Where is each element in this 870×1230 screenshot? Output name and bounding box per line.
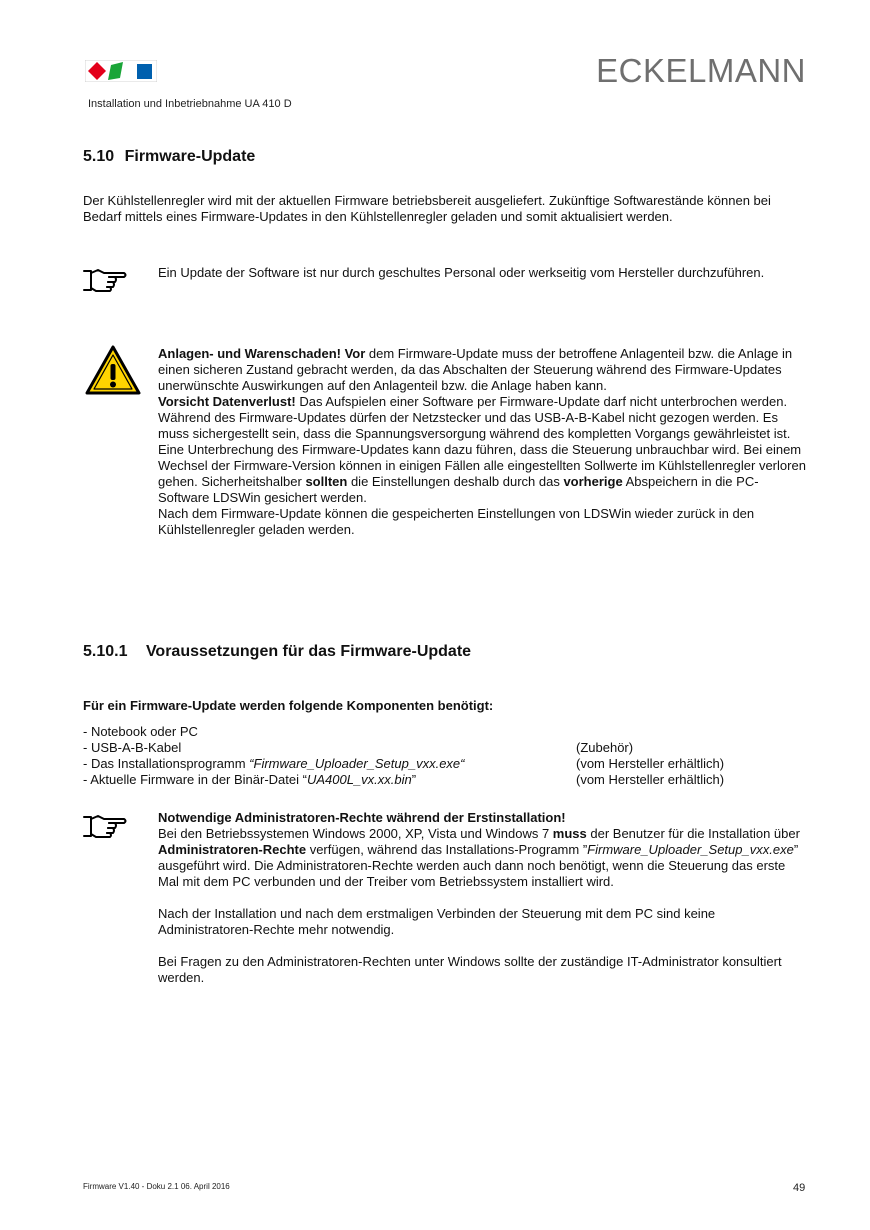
warning-bold-1: Anlagen- und Warenschaden! Vor [158, 346, 366, 361]
note-text: verfügen, während das Installations-Programm ” [306, 842, 588, 857]
warning-paragraph-1 [158, 346, 808, 394]
note-update-personnel: Ein Update der Software ist nur durch geschultes Personal oder werkseitig vom Hersteller durchzuführen. [158, 265, 765, 280]
warning-text-2a: Das Aufspielen einer Software per Firmware-Update darf nicht unterbrochen werden. Während des Firmware-Updates dürfen der Netzstecker und das USB-A-B-Kabel nicht gezogen werden. Es muss sichergestellt sein, dass die Spannungsversorgung während des kompletten Vorgangs gewährleistet ist. Eine Unterbrechung des Firmware-Updates kann dazu führen, dass die Steuerung unbrauchbar wird. Bei einem Wechsel der Firmware-Version können in einigen Fällen alle eingestellten Sollwerte im Kühlstellenregler verloren gehen. Sicherheitshalber [158, 394, 806, 489]
item-text: - Notebook oder PC [83, 724, 198, 739]
admin-note-title: Notwendige Administratoren-Rechte während der Erstinstallation! [158, 810, 566, 825]
section-heading [83, 148, 255, 166]
admin-note-paragraph-2: Nach der Installation und nach dem erstmaligen Verbinden der Steuerung mit dem PC sind keine Administratoren-Rechte mehr notwendig. [158, 906, 716, 937]
blue-square-icon [137, 64, 152, 79]
pointing-hand-icon [82, 266, 128, 294]
note-text: ” ausgeführt wird. Die Administratoren-Rechte werden auch dann noch benötigt, wenn die Steuerung das erste Mal mit dem PC verbunden und der Treiber vom Betriebssystem installiert wird. [158, 842, 799, 889]
note-text: der Benutzer für die Installation über [586, 826, 800, 841]
green-square-icon [108, 62, 123, 80]
item-filename: UA400L_vx.xx.bin [306, 772, 412, 787]
red-diamond-icon [88, 62, 106, 80]
subsection-heading [83, 643, 471, 661]
document-subtitle: Installation und Inbetriebnahme UA 410 D [88, 98, 292, 110]
warning-paragraph-2 [158, 394, 808, 506]
warning-triangle-icon [84, 344, 142, 396]
note-bold: Administratoren-Rechte [158, 842, 307, 857]
list-item [83, 772, 803, 788]
warning-text-1: dem Firmware-Update muss der betroffene Anlagenteil bzw. die Anlage in einen sicheren Zustand gebracht werden, da das Abschalten der Steuerung während des Firmware-Updates unerwünschte Auswirkungen auf den Anlagenteil bzw. die Anlage haben kann. [158, 346, 793, 393]
note-bold: muss [552, 826, 587, 841]
list-item [83, 756, 803, 772]
subsection-number: 5.10.1 [83, 643, 128, 660]
note-filename: Firmware_Uploader_Setup_vxx.exe [587, 842, 794, 857]
item-note: (vom Hersteller erhältlich) [576, 756, 725, 771]
item-text: - Das Installationsprogramm [83, 756, 250, 771]
admin-note-paragraph-3: Bei Fragen zu den Administratoren-Rechten unter Windows sollte der zuständige IT-Administrator konsultiert werden. [158, 954, 782, 985]
item-note: (Zubehör) [576, 740, 634, 755]
item-text: - Aktuelle Firmware in der Binär-Datei “ [83, 772, 307, 787]
warning-text-2b: die Einstellungen deshalb durch das [347, 474, 564, 489]
subsection-title: Voraussetzungen für das Firmware-Update [145, 643, 472, 660]
item-note: (vom Hersteller erhältlich) [576, 772, 725, 787]
page-number: 49 [793, 1182, 806, 1194]
eckelmann-logo-squares [85, 60, 157, 82]
components-list [83, 724, 803, 788]
warning-bold-4: vorherige [563, 474, 623, 489]
intro-paragraph: Der Kühlstellenregler wird mit der aktuellen Firmware betriebsbereit ausgeliefert. Zukünftige Softwarestände können bei Bedarf mittels eines Firmware-Updates in den Kühlstellenregler geladen und somit aktualisiert werden. [83, 193, 771, 224]
admin-note-paragraph-1 [158, 826, 808, 890]
list-item [83, 740, 803, 756]
footer-version: Firmware V1.40 - Doku 2.1 06. April 2016 [83, 1182, 230, 1191]
section-number: 5.10 [83, 148, 115, 165]
note-text: Bei den Betriebssystemen Windows 2000, XP, Vista und Windows 7 [158, 826, 553, 841]
brand-logo: ECKELMANN [596, 52, 806, 89]
components-title: Für ein Firmware-Update werden folgende Komponenten benötigt: [83, 698, 494, 713]
admin-rights-note [158, 810, 808, 986]
pointing-hand-icon [82, 812, 128, 840]
item-text: - USB-A-B-Kabel [83, 740, 182, 755]
warning-bold-3: sollten [305, 474, 348, 489]
warning-bold-2: Vorsicht Datenverlust! [158, 394, 296, 409]
item-filename: “Firmware_Uploader_Setup_vxx.exe“ [249, 756, 465, 771]
list-item [83, 724, 803, 740]
section-title: Firmware-Update [124, 148, 256, 165]
item-text-end: ” [411, 772, 417, 787]
warning-block [158, 346, 808, 538]
warning-text-2c: Abspeichern in die PC-Software LDSWin gesichert werden. [158, 474, 759, 505]
warning-paragraph-3: Nach dem Firmware-Update können die gespeicherten Einstellungen von LDSWin wieder zurück in den Kühlstellenregler geladen werden. [158, 506, 755, 537]
